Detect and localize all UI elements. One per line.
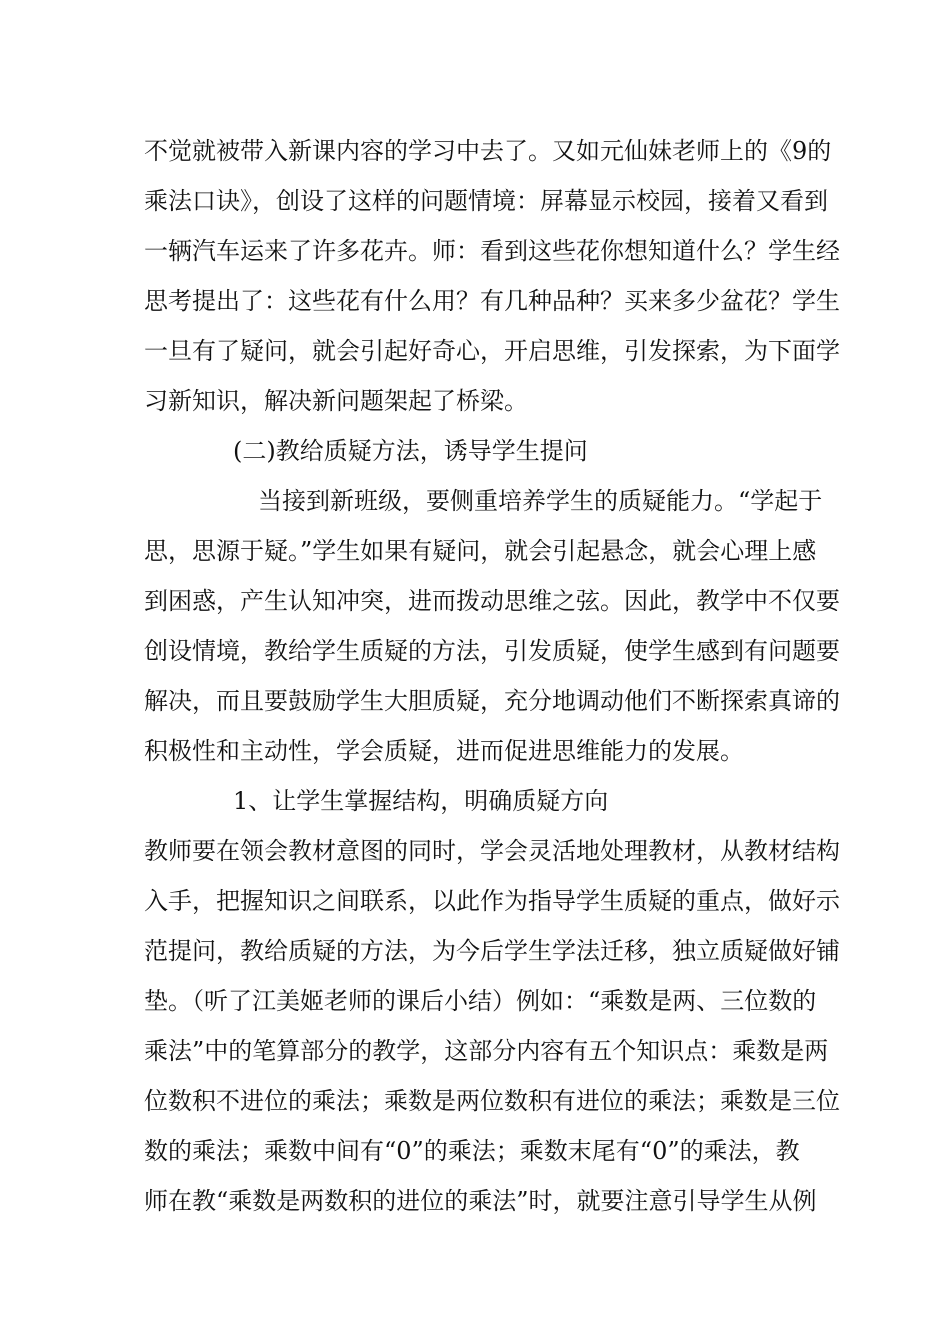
paragraph-line: 一辆汽车运来了许多花卉。师：看到这些花你想知道什么？学生经 xyxy=(144,237,840,265)
paragraph-line: 创设情境，教给学生质疑的方法，引发质疑，使学生感到有问题要 xyxy=(144,637,840,665)
paragraph-line: 解决，而且要鼓励学生大胆质疑，充分地调动他们不断探索真谛的 xyxy=(144,687,840,715)
paragraph-line: 数的乘法；乘数中间有“0”的乘法；乘数末尾有“0”的乘法，教 xyxy=(144,1137,800,1165)
paragraph-line: 当接到新班级，要侧重培养学生的质疑能力。“学起于 xyxy=(258,487,823,515)
paragraph-line: 垫。（听了江美姬老师的课后小结）例如：“乘数是两、三位数的 xyxy=(144,987,817,1015)
paragraph-line: 乘法口诀》，创设了这样的问题情境：屏幕显示校园，接着又看到 xyxy=(144,187,828,215)
paragraph-line: 积极性和主动性，学会质疑，进而促进思维能力的发展。 xyxy=(144,737,744,765)
paragraph-line: 思考提出了：这些花有什么用？有几种品种？买来多少盆花？学生 xyxy=(144,287,840,315)
paragraph-line: 到困惑，产生认知冲突，进而拨动思维之弦。因此，教学中不仅要 xyxy=(144,587,840,615)
subsection-heading: 1、让学生掌握结构，明确质疑方向 xyxy=(233,787,609,815)
section-heading: (二)教给质疑方法，诱导学生提问 xyxy=(233,437,588,465)
paragraph-line: 教师要在领会教材意图的同时，学会灵活地处理教材，从教材结构 xyxy=(144,837,840,865)
paragraph-line: 位数积不进位的乘法；乘数是两位数积有进位的乘法；乘数是三位 xyxy=(144,1087,840,1115)
paragraph-line: 范提问，教给质疑的方法，为今后学生学法迁移，独立质疑做好铺 xyxy=(144,937,840,965)
paragraph-line: 一旦有了疑问，就会引起好奇心，开启思维，引发探索，为下面学 xyxy=(144,337,840,365)
paragraph-line: 习新知识，解决新问题架起了桥梁。 xyxy=(144,387,528,415)
paragraph-line: 入手，把握知识之间联系，以此作为指导学生质疑的重点，做好示 xyxy=(144,887,840,915)
paragraph-line: 不觉就被带入新课内容的学习中去了。又如元仙妹老师上的《9的 xyxy=(144,137,832,165)
paragraph-line: 思，思源于疑。”学生如果有疑问，就会引起悬念，就会心理上感 xyxy=(144,537,817,565)
paragraph-line: 师在教“乘数是两数积的进位的乘法”时，就要注意引导学生从例 xyxy=(144,1187,817,1215)
paragraph-line: 乘法”中的笔算部分的教学，这部分内容有五个知识点：乘数是两 xyxy=(144,1037,829,1065)
